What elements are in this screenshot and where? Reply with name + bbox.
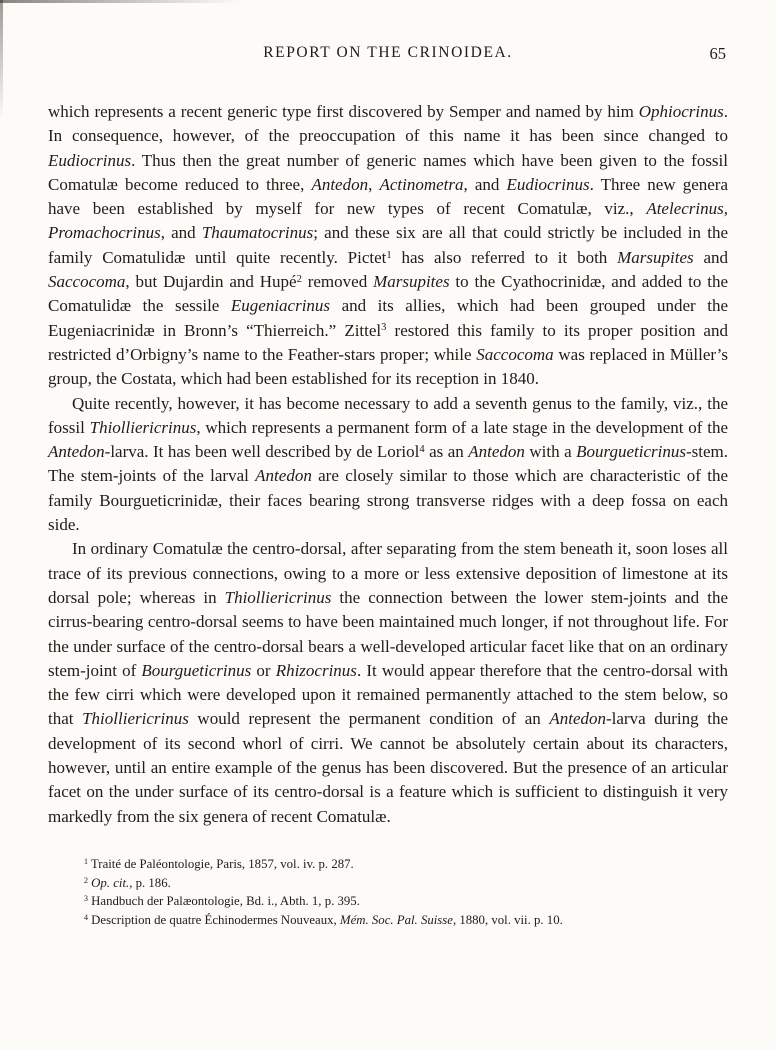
paragraph: Quite recently, however, it has become necessary to add a seventh genus to the family, viz., the fossil Thiolliericrinus, which represents a permanent form of a late stage in the development of the Antedon-larva. It has been well described by de Loriol$^4$ as an Antedon with a Bourgueticrinus-stem. The stem-joints of the larval Antedon are closely similar to those which are characteristic of the family Bourgueticrinidæ, their faces bearing strong transverse ridges with a deep fossa on each side. <box>48 393 728 535</box>
footnote: $^2$ Op. cit., p. 186. <box>84 875 171 890</box>
footnote-marker: 4 <box>419 443 425 455</box>
scan-artifact <box>0 0 3 120</box>
footnote-marker: 1 <box>386 249 392 261</box>
footnote-marker: 1 <box>84 856 88 866</box>
page-title: REPORT ON THE CRINOIDEA. <box>263 44 513 61</box>
footnote: $^1$ Traité de Paléontologie, Paris, 1857, vol. iv. p. 287. <box>84 856 354 871</box>
paragraph: which represents a recent generic type first discovered by Semper and named by him Ophiocrinus. In consequence, however, of the preoccupation of this name it has been since changed to Eudiocrinus. Thus then the great number of generic names which have been given to the fossil Comatulæ become reduced to three, Antedon, Actinometra, and Eudiocrinus. Three new genera have been established by myself for new types of recent Comatulæ, viz., Atelecrinus, Promachocrinus, and Thaumatocrinus; and these six are all that could strictly be included in the family Comatulidæ until quite recently. Pictet$^1$ has also referred to it both Marsupites and Saccocoma, but Dujardin and Hupé$^2$ removed Marsupites to the Cyathocrinidæ, and added to the Comatulidæ the sessile Eugeniacrinus and its allies, which had been grouped under the Eugeniacrinidæ in Bronn’s “Thierreich.” Zittel$^3$ restored this family to its proper position and restricted d’Orbigny’s name to the Feather-stars proper; while Saccocoma was replaced in Müller’s group, the Costata, which had been established for its reception in 1840. <box>48 102 729 389</box>
footnote-marker: 4 <box>84 912 88 922</box>
footnote-marker: 2 <box>84 875 88 885</box>
footnote: $^4$ Description de quatre Échinodermes Nouveaux, Mém. Soc. Pal. Suisse, 1880, vol. vii. p. 10. <box>84 912 563 927</box>
footnotes <box>48 855 728 929</box>
footnote-marker: 2 <box>296 273 302 285</box>
scan-artifact <box>0 0 240 3</box>
running-head <box>48 44 728 66</box>
footnote: $^3$ Handbuch der Palæontologie, Bd. i., Abth. 1, p. 395. <box>84 894 360 909</box>
footnote-marker: 3 <box>84 894 88 904</box>
body-text <box>48 100 728 829</box>
paragraph: In ordinary Comatulæ the centro-dorsal, after separating from the stem beneath it, soon loses all trace of its previous connections, owing to a more or less extensive deposition of limestone at its dorsal pole; whereas in Thiolliericrinus the connection between the lower stem-joints and the cirrus-bearing centro-dorsal seems to have been maintained much longer, if not throughout life. For the under surface of the centro-dorsal bears a well-developed articular facet like that on an ordinary stem-joint of Bourgueticrinus or Rhizocrinus. It would appear therefore that the centro-dorsal with the few cirri which were developed upon it remained permanently attached to the stem below, so that Thiolliericrinus would represent the permanent condition of an Antedon-larva during the development of its second whorl of cirri. We cannot be absolutely certain about its characters, however, until an entire example of the genus has been discovered. But the presence of an articular facet on the under surface of its centro-dorsal is a feature which is sufficient to distinguish it very markedly from the six genera of recent Comatulæ. <box>48 539 728 826</box>
footnote-marker: 3 <box>381 322 387 334</box>
page-number: 65 <box>709 44 726 63</box>
